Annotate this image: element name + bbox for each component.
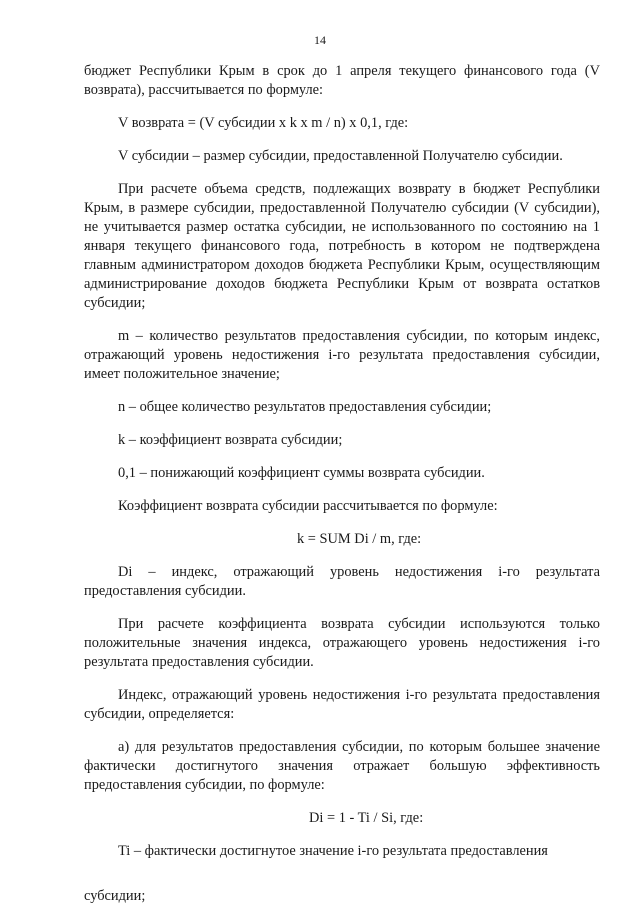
paragraph-v-subsidy: V субсидии – размер субсидии, предоставленной Получателю субсидии.	[118, 148, 563, 164]
paragraph-ti-continuation: субсидии;	[84, 888, 146, 904]
formula-v-return: V возврата = (V субсидии x k x m / n) x 0,1, где:	[118, 115, 409, 131]
paragraph-coefficient-formula-intro: Коэффициент возврата субсидии рассчитывается по формуле:	[118, 498, 498, 514]
paragraph-n-definition: n – общее количество результатов предоставления субсидии;	[118, 399, 492, 415]
paragraph-item-a: а) для результатов предоставления субсидии, по которым большее значение фактически достигнутого значения отражает большую эффективность предоставления субсидии, по формуле:	[84, 739, 600, 793]
paragraph-positive-values: При расчете коэффициента возврата субсидии используются только положительные значения индекса, отражающего уровень недостижения i-го результата предоставления субсидии.	[84, 616, 600, 670]
paragraph-m-definition: m – количество результатов предоставления субсидии, по которым индекс, отражающий уровень недостижения i-го результата предоставления субсидии, имеет положительное значение;	[84, 328, 600, 382]
paragraph-reduction-coefficient: 0,1 – понижающий коэффициент суммы возврата субсидии.	[118, 465, 485, 481]
paragraph-k-definition: k – коэффициент возврата субсидии;	[118, 432, 343, 448]
paragraph-intro: бюджет Республики Крым в срок до 1 апреля текущего финансового года (V возврата), рассчитывается по формуле:	[84, 63, 600, 98]
page-number: 14	[314, 33, 326, 47]
document-body	[84, 62, 600, 920]
paragraph-di-definition: Di – индекс, отражающий уровень недостижения i-го результата предоставления субсидии.	[84, 564, 600, 599]
formula-di: Di = 1 - Ti / Si, где:	[309, 810, 424, 826]
paragraph-calculation-note: При расчете объема средств, подлежащих возврату в бюджет Республики Крым, в размере субсидии, предоставленной Получателю субсидии (V субсидии), не учитывается размер остатка субсидии, не использованного по состоянию на 1 января текущего финансового года, потребность в котором не подтверждена главным администратором доходов бюджета Республики Крым, осуществляющим администрирование доходов бюджета Республики Крым от возврата остатков субсидии;	[84, 181, 600, 311]
paragraph-index-determined: Индекс, отражающий уровень недостижения i-го результата предоставления субсидии, определяется:	[84, 687, 600, 722]
formula-k: k = SUM Di / m, где:	[297, 531, 422, 547]
paragraph-ti-definition: Ti – фактически достигнутое значение i-го результата предоставления	[118, 843, 548, 859]
